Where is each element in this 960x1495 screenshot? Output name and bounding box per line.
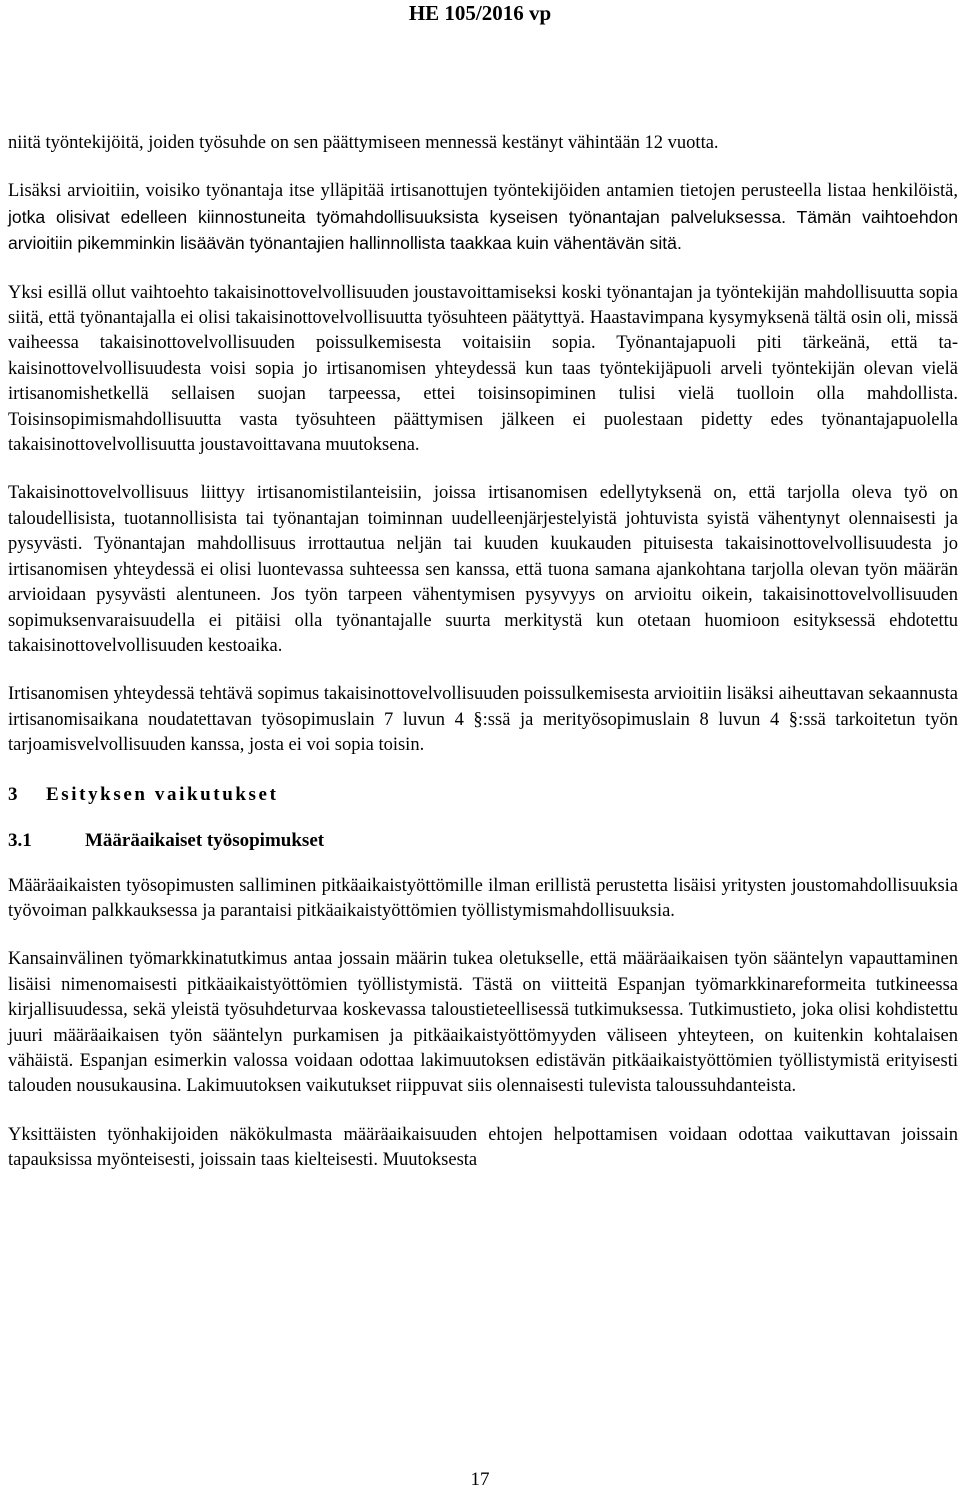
page-number: 17 — [470, 1469, 490, 1490]
paragraph-8: Yksittäisten työnhakijoiden näkökulmasta määräaikaisuuden ehtojen helpottamisen voidaan odottaa vaikuttavan joissain tapauksissa myönteisesti, joissain taas kielteisesti. Muutoksesta — [8, 1124, 958, 1171]
paragraph-2-serif-part: Lisäksi arvioitiin, voisiko työnantaja itse ylläpitää irtisanottujen työntekijöiden antamien tietojen perusteella listaa henkilöistä, — [8, 181, 958, 202]
paragraph-3: Yksi esillä ollut vaihtoehto takaisinottovelvollisuuden joustavoittamiseksi koski työnantajan ja työntekijän mahdollisuutta sopia siitä, että työnantajalla ei olisi takaisinottovelvollisuutta työsuhteen päätyttyä. Haastavimpana kysymyksenä tältä osin oli, missä vaiheessa takaisinottovelvollisuuden poissulkemisesta voitaisiin sopia. Työnantajapuoli piti tärkeänä, että takaisinottovelvollisuudesta voisi sopia jo irtisanomisen yhteydessä kun taas työntekijäpuoli arveli työntekijän olevan vielä irtisanomishetkellä sellaisen suojan tarpeessa, ettei toisinsopiminen tulisi vielä tuolloin olla mahdollista. Toisinsopimismahdollisuutta vasta työsuhteen päättymisen jälkeen ei puolestaan pidetty edes työnantajapuolella takaisinottovelvollisuutta joustavoittavana muutoksena. — [8, 282, 958, 456]
subsection-title: Määräaikaiset työsopimukset — [85, 829, 325, 851]
section-number: 3 — [8, 783, 18, 805]
subsection-number: 3.1 — [8, 829, 32, 851]
paragraph-2 — [8, 179, 958, 257]
paragraph-6: Määräaikaisten työsopimusten salliminen pitkäaikaistyöttömille ilman erillistä perustetta lisäisi yritysten joustomahdollisuuksia työvoiman palkkauksessa ja parantaisi pitkäaikaistyöttömien työllistymismahdollisuuksia. — [8, 875, 958, 921]
paragraph-5: Irtisanomisen yhteydessä tehtävä sopimus takaisinottovelvollisuuden poissulkemisesta arvioitiin lisäksi aiheuttavan sekaannusta irtisanomisaikana noudatettavan työsopimuslain 7 luvun 4 §:ssä ja merityösopimuslain 8 luvun 4 §:ssä tarkoitetun työn tarjoamisvelvollisuuden kanssa, josta ei voi sopia toisin. — [8, 684, 958, 756]
document-body — [8, 131, 958, 1197]
document-header: HE 105/2016 vp — [408, 1, 552, 25]
subsection-heading — [8, 828, 958, 854]
paragraph-7: Kansainvälinen työmarkkinatutkimus antaa jossain määrin tukea oletukselle, että määräaikaisen työn sääntelyn vapauttaminen lisäisi nimenomaisesti pitkäaikaistyöttömien työllistymistä. Tästä on viitteitä Espanjan työmarkkinareformeita tutkineessa kirjallisuudessa, sekä yleistä työsuhdeturvaa koskevassa taloustieteellisessä tutkimuksessa. Tutkimustieto, joka olisi kohdistettu juuri määräaikaisen työn sääntelyn purkamisen ja pitkäaikaistyöttömyyden väliseen yhteyteen, on kuitenkin kohtalaisen vähäistä. Espanjan esimerkin valossa voidaan odottaa lakimuutoksen edistävän pitkäaikaistyöttömien työllistymistä erityisesti talouden nousukausina. Lakimuutoksen vaikutukset riippuvat siis olennaisesti tulevista taloussuhdanteista. — [8, 949, 958, 1097]
section-title: Esityksen vaikutukset — [46, 783, 279, 805]
section-heading — [8, 782, 958, 808]
paragraph-2-sans-part: jotka olisivat edelleen kiinnostuneita työmahdollisuuksista kyseisen työnantajan palveluksessa. Tämän vaihtoehdon arvioitiin pikemminkin lisäävän työnantajien hallinnollista taakkaa kuin vähentävän sitä. — [8, 206, 958, 254]
paragraph-1: niitä työntekijöitä, joiden työsuhde on sen päättymiseen mennessä kestänyt vähintään 12 vuotta. — [8, 133, 719, 153]
paragraph-4: Takaisinottovelvollisuus liittyy irtisanomistilanteisiin, joissa irtisanomisen edellytyksenä on, että tarjolla oleva työ on taloudellisista, tuotannollisista tai työnantajan toiminnan uudelleenjärjestelyistä johtuvista syistä vähentynyt olennaisesti ja pysyvästi. Työnantajan mahdollisuus irrottautua neljän tai kuuden kuukauden pituisesta takaisinottovelvollisuudesta jo irtisanomisen yhteydessä ei olisi luontevassa suhteessa sen kanssa, että tuona samana ajankohtana tarjolla olevan työn määrän arvioidaan pysyvästi alentuneen. Jos työn tarpeen vähentymisen pysyvyys on arvioitu oikein, takaisinottovelvollisuuden sopimuksenvaraisuudella ei pitäisi olla työnantajalle suurta merkitystä kun otetaan huomioon esityksessä ehdotettu takaisinottovelvollisuuden kestoaika. — [8, 483, 958, 656]
